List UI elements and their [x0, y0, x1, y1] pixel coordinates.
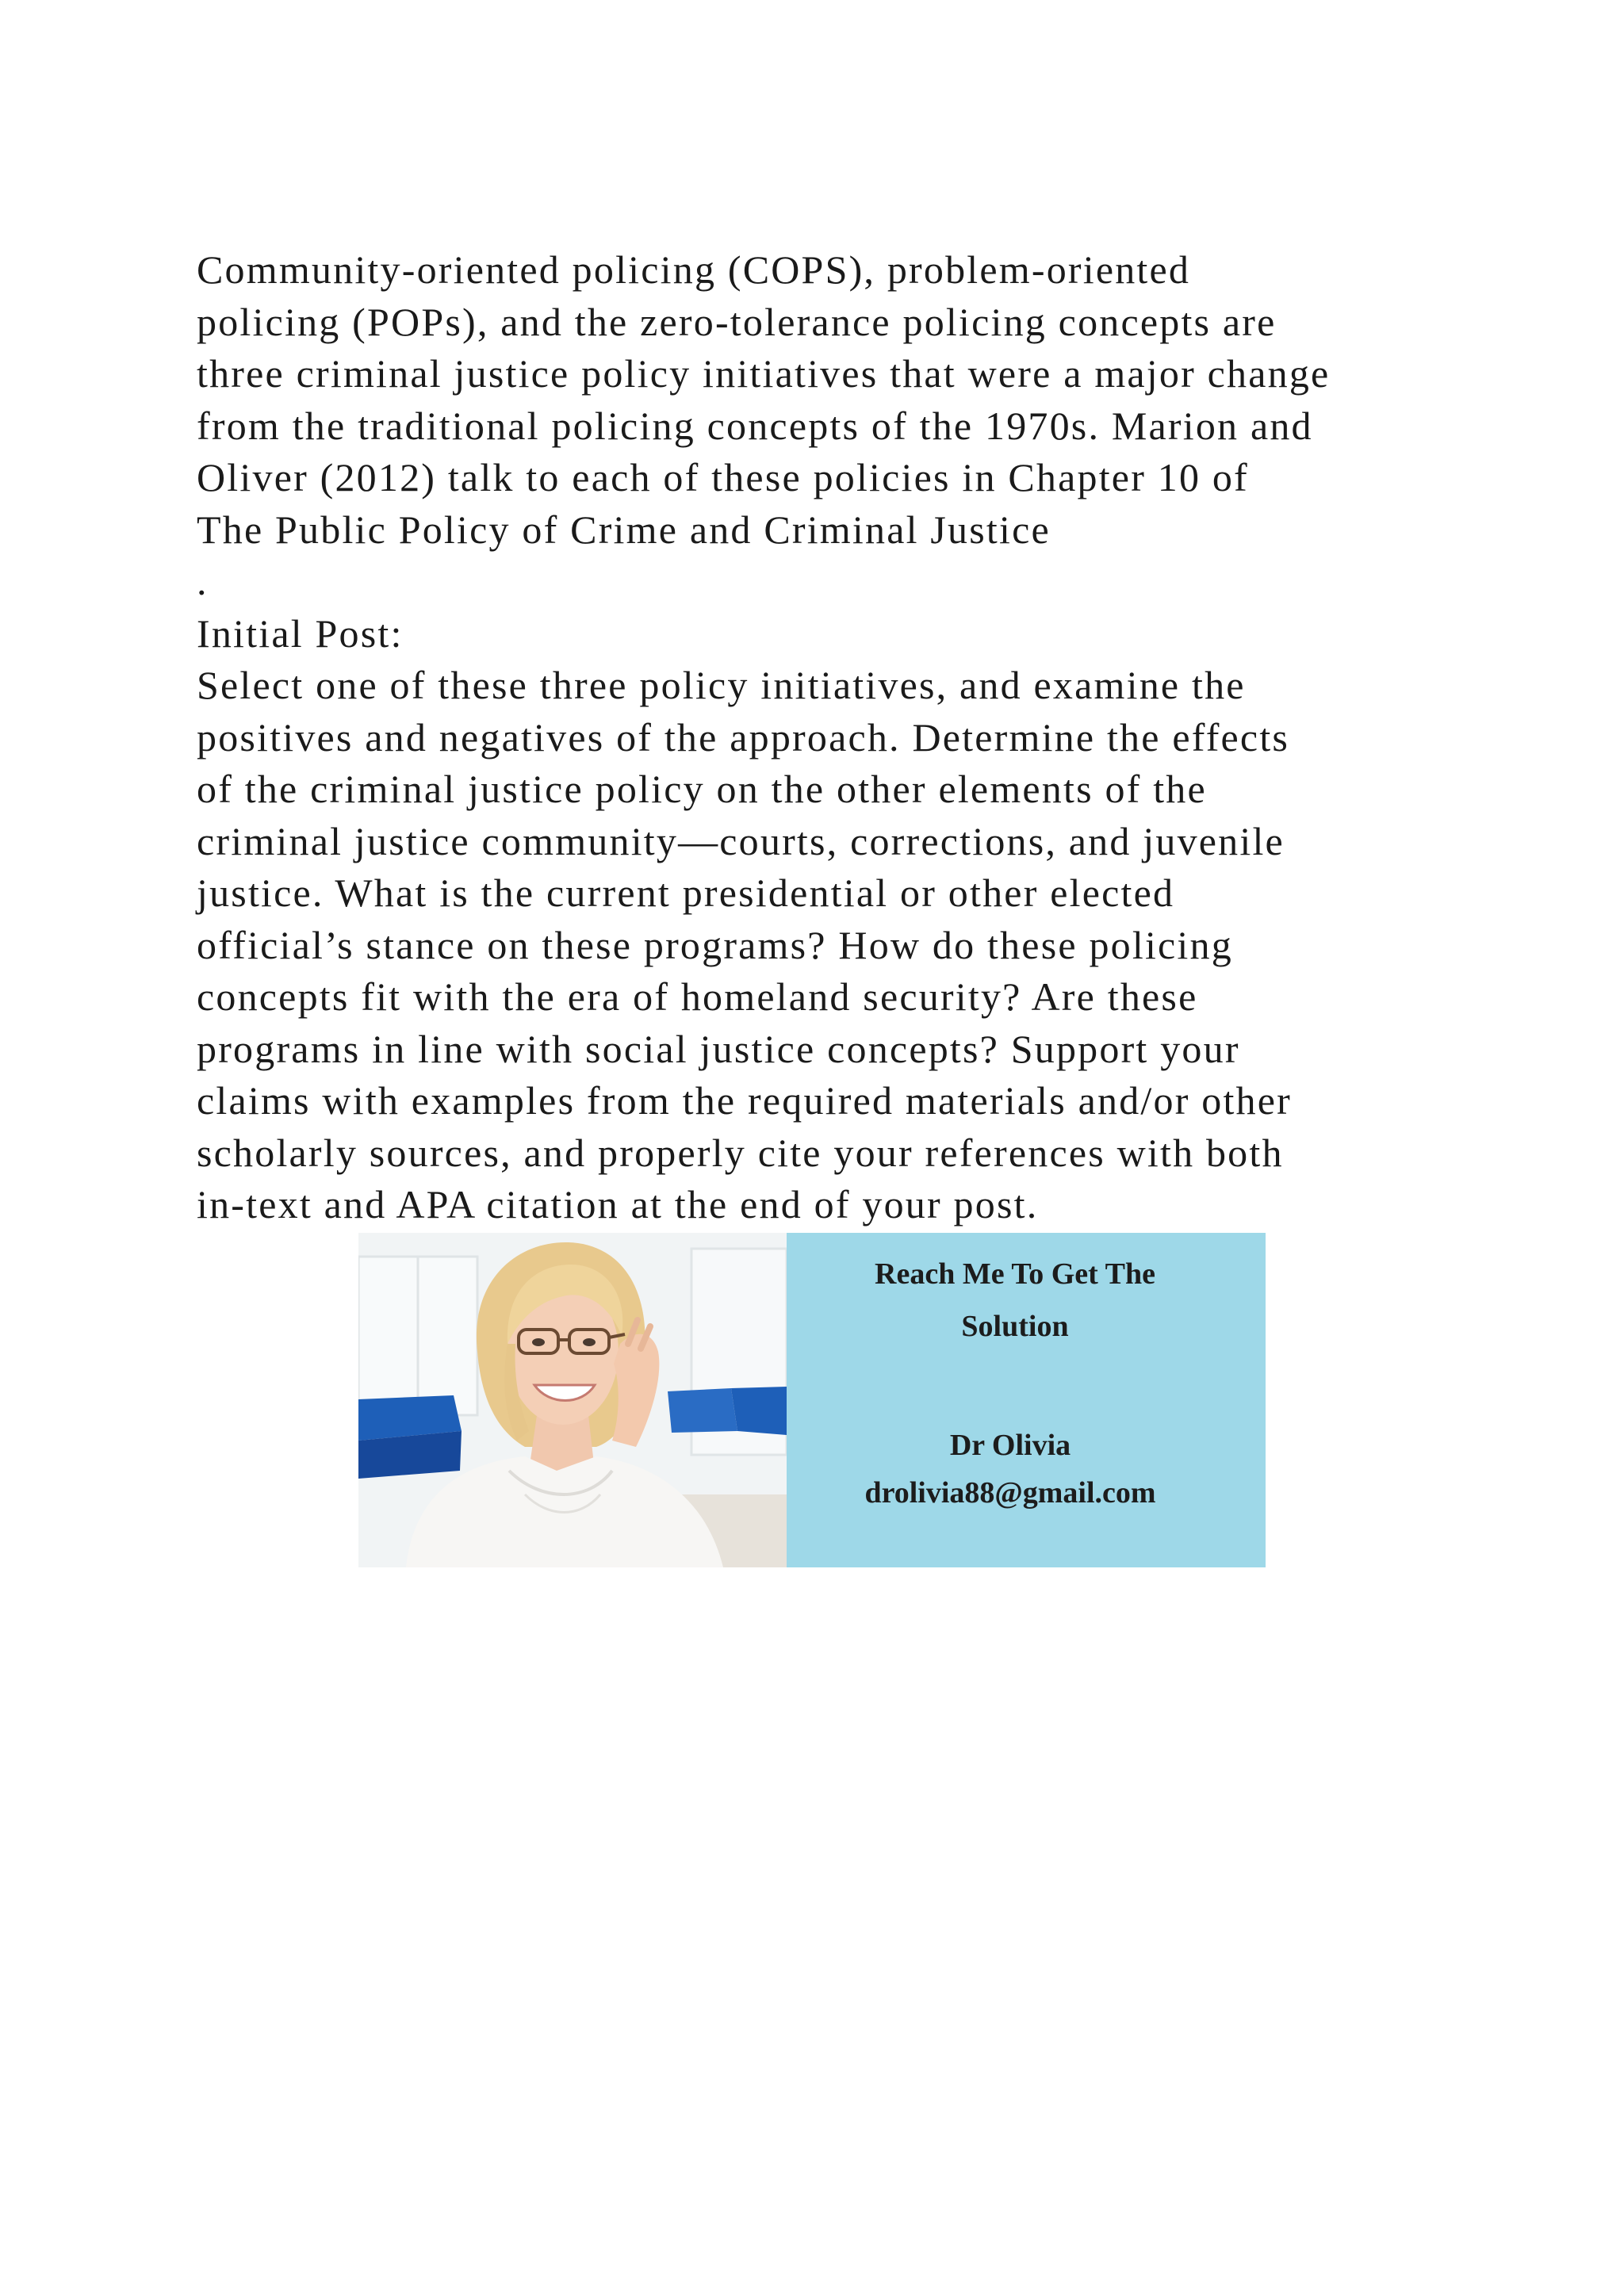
promo-headline-cont: Solution	[961, 1310, 1069, 1343]
contact-email: drolivia88@gmail.com	[864, 1476, 1156, 1510]
body-text	[197, 244, 1481, 1231]
text-line: Community-oriented policing (COPS), problem-oriented	[197, 247, 1191, 292]
text-line: Select one of these three policy initiatives, and examine the	[197, 663, 1246, 707]
contact-panel	[787, 1233, 1266, 1567]
section-heading: Initial Post:	[197, 610, 404, 656]
text-line: claims with examples from the required materials and/or other	[197, 1078, 1293, 1123]
text-line: Oliver (2012) talk to each of these policies in Chapter 10 of	[197, 455, 1249, 499]
text-line: positives and negatives of the approach. Determine the effects	[197, 714, 1290, 760]
text-line: concepts fit with the era of homeland security? Are these	[197, 974, 1198, 1019]
text-line: .	[197, 559, 209, 603]
woman-photo	[358, 1233, 787, 1567]
text-line: three criminal justice policy initiatives that were a major change	[197, 351, 1331, 396]
text-line: from the traditional policing concepts of the 1970s. Marion and	[197, 403, 1313, 448]
text-line: in-text and APA citation at the end of your post.	[197, 1182, 1039, 1226]
text-line: official’s stance on these programs? How do these policing	[197, 922, 1233, 967]
text-line: justice. What is the current presidential or other elected	[197, 871, 1175, 915]
contact-name: Dr Olivia	[949, 1429, 1071, 1462]
text-line: policing (POPs), and the zero-tolerance policing concepts are	[197, 299, 1277, 344]
promo-banner	[358, 1233, 1266, 1567]
text-line: of the criminal justice policy on the other elements of the	[197, 767, 1207, 811]
promo-headline: Reach Me To Get The	[875, 1257, 1155, 1291]
text-line: criminal justice community—courts, corrections, and juvenile	[197, 818, 1285, 863]
woman-illustration	[358, 1233, 787, 1567]
text-line: The Public Policy of Crime and Criminal Justice	[197, 507, 1051, 552]
text-line: scholarly sources, and properly cite your references with both	[197, 1130, 1284, 1175]
text-line: programs in line with social justice concepts? Support your	[197, 1026, 1240, 1071]
